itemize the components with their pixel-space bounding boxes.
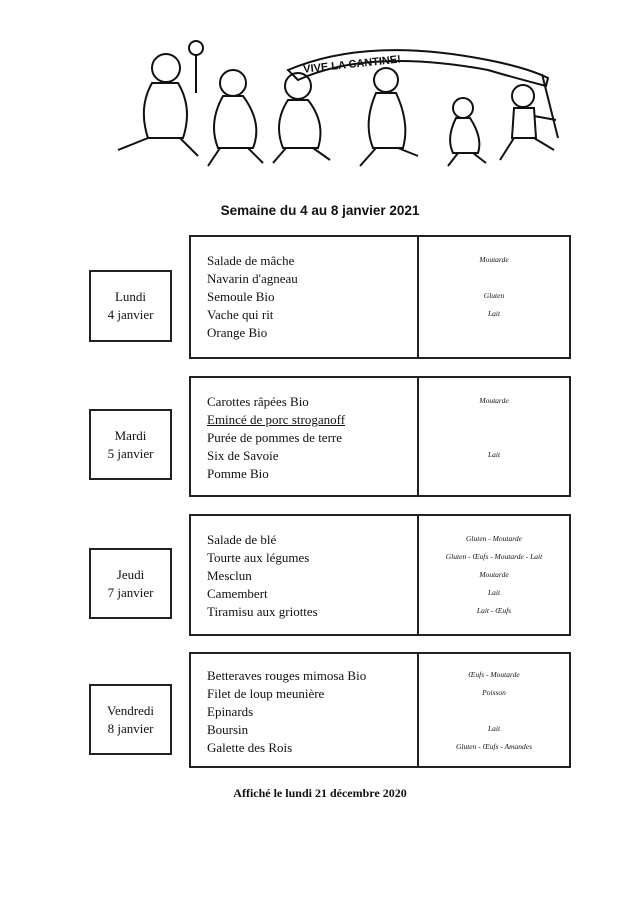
day-box (89, 270, 172, 342)
allergen-item: Lait (487, 724, 501, 733)
dish-item: Epinards (207, 704, 254, 719)
dish-item: Mesclun (207, 568, 252, 583)
allergen-item (419, 702, 569, 720)
day-box (89, 548, 172, 619)
allergen-list (419, 392, 569, 482)
figure-girl-2 (273, 73, 330, 163)
day-box (89, 684, 172, 755)
dish-item: Navarin d'agneau (207, 271, 298, 286)
dish-item: Filet de loup meunière (207, 686, 325, 701)
dish-item: Purée de pommes de terre (207, 430, 343, 445)
day-name: Mardi (114, 427, 147, 443)
dish-list (207, 531, 318, 621)
allergen-item: Poisson (482, 688, 506, 697)
menu-box (189, 652, 571, 768)
dish-item: Camembert (207, 586, 268, 601)
cantine-illustration (68, 38, 568, 173)
day-date: 8 janvier (107, 720, 154, 736)
allergen-item: Lait (487, 309, 501, 318)
figure-girl-3 (360, 68, 418, 166)
dish-item: Galette des Rois (207, 740, 293, 755)
dish-item: Boursin (207, 722, 249, 737)
posted-date: Affiché le lundi 21 décembre 2020 (233, 786, 407, 800)
figure-girl-1 (208, 70, 263, 166)
dish-item: Emincé de porc stroganoff (207, 412, 346, 427)
allergen-item: Lait (487, 588, 501, 597)
page-title: Semaine du 4 au 8 janvier 2021 (220, 203, 420, 218)
day-name: Jeudi (116, 566, 145, 582)
allergen-item: Œufs - Moutarde (468, 670, 520, 679)
day-date: 5 janvier (107, 445, 154, 461)
allergen-list (419, 530, 569, 620)
banner-text: VIVE LA CANTINE! (302, 53, 402, 76)
day-box (89, 409, 172, 480)
dish-item: Six de Savoie (207, 448, 279, 463)
dish-list (207, 252, 298, 342)
banner-pole (542, 74, 558, 138)
dish-item: Carottes râpées Bio (207, 394, 309, 409)
dish-item: Semoule Bio (207, 289, 275, 304)
dish-item: Tourte aux légumes (207, 550, 310, 565)
dish-item: Salade de blé (207, 532, 277, 547)
allergen-item: Gluten - Moutarde (466, 534, 522, 543)
allergen-item (419, 410, 569, 428)
day-name: Lundi (114, 289, 147, 304)
allergen-list (419, 666, 569, 756)
allergen-item: Gluten - Œufs - Amandes (455, 742, 533, 751)
allergen-item: Gluten (483, 291, 505, 300)
day-name: Vendredi (107, 702, 154, 718)
allergen-item (419, 464, 569, 482)
figure-girl-4 (448, 98, 486, 166)
dish-item: Tiramisu aux griottes (207, 604, 318, 619)
dish-item: Salade de mâche (207, 253, 295, 268)
allergen-item (419, 428, 569, 446)
allergen-item: Moutarde (479, 255, 509, 264)
menu-box (189, 514, 571, 636)
allergen-item: Lait (487, 450, 501, 459)
allergen-item (419, 323, 569, 341)
dish-item: Betteraves rouges mimosa Bio (207, 668, 367, 683)
day-date: 4 janvier (107, 307, 154, 322)
dish-item: Orange Bio (207, 325, 268, 340)
dish-list (207, 667, 366, 757)
dish-item: Pomme Bio (207, 466, 269, 481)
figure-cook (118, 41, 203, 156)
dish-list (207, 393, 345, 483)
allergen-item (419, 269, 569, 287)
allergen-item: Lait - Œufs (476, 606, 512, 615)
menu-box (189, 376, 571, 497)
allergen-item: Moutarde (479, 570, 509, 579)
dish-item: Vache qui rit (207, 307, 274, 322)
allergen-list (419, 251, 569, 341)
allergen-item: Gluten - Œufs - Moutarde - Lait (445, 552, 543, 561)
menu-box (189, 235, 571, 359)
allergen-item: Moutarde (479, 396, 509, 405)
day-date: 7 janvier (107, 584, 154, 600)
